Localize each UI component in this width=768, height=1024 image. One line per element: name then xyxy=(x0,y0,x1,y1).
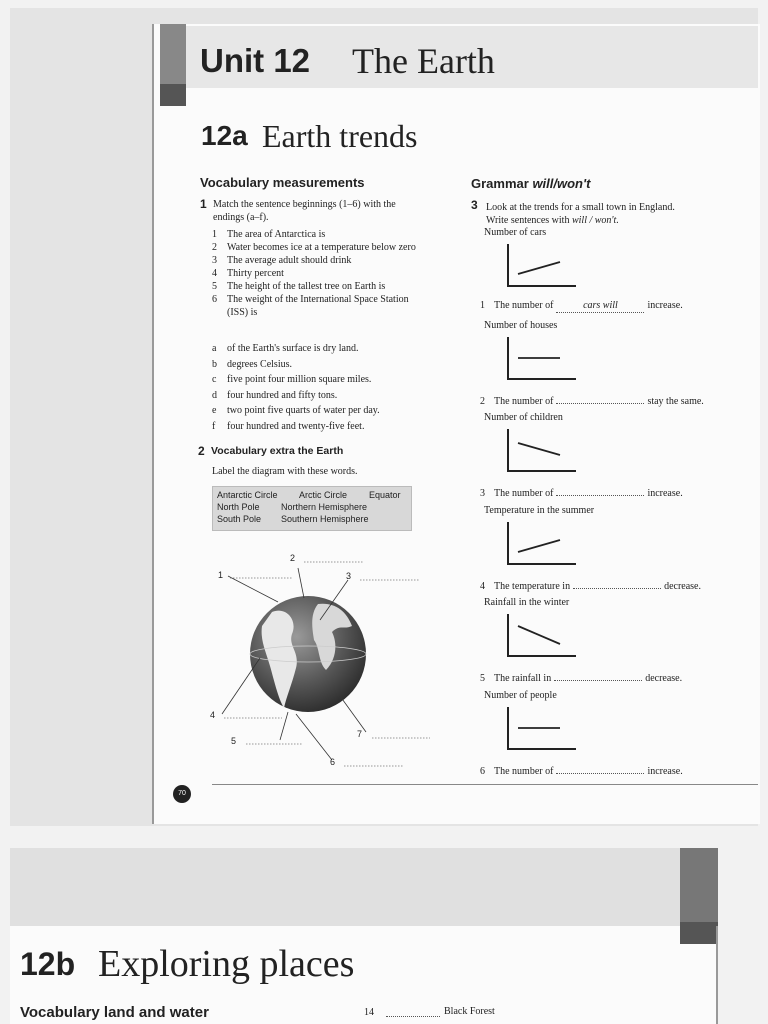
sentence-ending xyxy=(212,372,452,388)
sentence-suffix: decrease. xyxy=(664,580,701,592)
sentence-ending-text: degrees Celsius. xyxy=(227,358,292,370)
sentence-suffix: decrease. xyxy=(645,673,683,684)
vocab-heading: Vocabulary measurements xyxy=(200,175,365,190)
sentence-ending xyxy=(212,419,452,435)
sentence-ending xyxy=(212,341,452,357)
sentence-beginning xyxy=(212,280,452,293)
lesson2-title: Exploring places xyxy=(98,943,355,985)
sentence-ending-text: five point four million square miles. xyxy=(227,374,372,385)
answer-blank[interactable] xyxy=(556,484,644,496)
sentence-ending-letter: b xyxy=(212,358,217,370)
sentence-number: 6 xyxy=(480,765,485,777)
page-number: 70 xyxy=(173,785,191,803)
sentence-ending xyxy=(212,388,452,404)
sentence-suffix: increase. xyxy=(647,765,683,777)
word: South Pole xyxy=(217,514,262,524)
answer-blank[interactable]: cars will xyxy=(556,299,644,313)
sentence-ending xyxy=(212,357,452,373)
trend-title: Number of children xyxy=(484,412,563,423)
diagram-label-7: 7 xyxy=(357,729,363,739)
sentence-beginning-text: The area of Antarctica is xyxy=(227,229,326,240)
word-box xyxy=(212,486,412,531)
trend-title: Number of cars xyxy=(484,227,547,238)
diagram-label-2: 2 xyxy=(290,553,296,563)
trend-line xyxy=(518,262,560,274)
sentence-ending-letter: e xyxy=(212,405,217,416)
ex2-instruction: Label the diagram with these words. xyxy=(212,466,358,477)
sentence-beginning-letter: 5 xyxy=(212,281,217,292)
sentence-ending-text: of the Earth's surface is dry land. xyxy=(227,343,359,354)
lesson-number: 12a xyxy=(201,120,248,151)
sentence-beginning-letter: 1 xyxy=(212,229,217,240)
trend-line xyxy=(518,626,560,644)
trend-item xyxy=(480,319,750,411)
sentence-ending-text: four hundred and fifty tons. xyxy=(227,389,338,401)
trend-graph xyxy=(504,425,584,477)
ex3-instruction-em: will / won't. xyxy=(571,215,619,226)
unit-tab-light xyxy=(160,24,186,84)
sentence-beginning-letter: 4 xyxy=(212,268,217,279)
diagram-label-1: 1 xyxy=(218,570,224,580)
trend-title: Number of houses xyxy=(484,319,558,331)
diagram-label-5: 5 xyxy=(231,736,237,746)
diagram-label-6: 6 xyxy=(330,757,336,767)
ex1-instruction xyxy=(213,198,453,224)
trend-title: Temperature in the summer xyxy=(484,504,595,516)
trend-title: Number of people xyxy=(484,689,557,701)
sentence-beginning-text: The average adult should drink xyxy=(227,255,352,266)
trend-item xyxy=(480,504,750,596)
trend-item xyxy=(480,596,750,688)
ex1-number: 1 xyxy=(200,197,207,211)
word: North Pole xyxy=(217,502,260,512)
ex3-items xyxy=(480,226,750,786)
answer-blank[interactable] xyxy=(556,392,644,404)
grammar-heading-prefix: Grammar xyxy=(471,176,529,191)
graph-axes xyxy=(508,244,576,286)
vocab2-heading: Vocabulary land and water xyxy=(20,1004,209,1021)
sentence-ending-text: two point five quarts of water per day. xyxy=(227,405,380,416)
grammar-heading-em: will/won't xyxy=(532,176,591,191)
sentence-ending-letter: c xyxy=(212,374,217,385)
sentence-beginning-letter: 3 xyxy=(212,255,217,266)
ex3-instruction xyxy=(486,201,746,227)
trend-graph xyxy=(504,610,584,662)
sentence-number: 3 xyxy=(480,488,485,499)
ex3-number: 3 xyxy=(471,198,478,212)
sentence-prefix: The number of xyxy=(494,300,554,311)
answer-blank[interactable] xyxy=(556,762,644,774)
unit-title: The Earth xyxy=(352,41,495,81)
item-14-text: Black Forest xyxy=(444,1006,495,1017)
trend-sentence xyxy=(480,762,683,778)
sentence-suffix: stay the same. xyxy=(647,395,704,407)
sentence-beginning xyxy=(212,267,452,280)
ex1-instruction-line: endings (a–f). xyxy=(213,212,269,223)
sentence-beginning-text: The weight of the International Space Station xyxy=(227,294,409,305)
word: Northern Hemisphere xyxy=(281,502,368,512)
sentence-beginning-text: The height of the tallest tree on Earth is xyxy=(227,281,386,292)
sentence-beginning-text: Thirty percent xyxy=(227,268,284,279)
ex2-number: 2 xyxy=(198,444,205,458)
sentence-beginning xyxy=(212,228,452,241)
sentence-beginning-letter xyxy=(212,306,227,319)
sentence-prefix: The number of xyxy=(494,395,554,407)
sentence-prefix: The temperature in xyxy=(494,580,571,592)
unit-label: Unit 12 xyxy=(200,42,311,79)
sentence-ending-text: four hundred and twenty-five feet. xyxy=(227,420,365,432)
trend-graph xyxy=(504,703,584,755)
trend-graph xyxy=(504,518,584,570)
trend-line xyxy=(518,540,560,552)
sentence-prefix: The rainfall in xyxy=(494,673,552,684)
sentence-number: 4 xyxy=(480,580,485,592)
ex3-instruction-line: Look at the trends for a small town in England. xyxy=(486,202,675,213)
next-page-edge xyxy=(716,926,718,1024)
graph-axes xyxy=(508,522,576,564)
sentence-number: 5 xyxy=(480,673,485,684)
sentence-ending xyxy=(212,403,452,419)
sentence-suffix: increase. xyxy=(647,300,683,311)
word: Arctic Circle xyxy=(299,490,348,500)
trend-sentence xyxy=(480,484,683,500)
ex1-beginnings-list xyxy=(212,228,452,319)
answer-blank[interactable] xyxy=(554,669,642,681)
trend-sentence xyxy=(480,392,704,408)
word: Equator xyxy=(369,490,401,500)
ex1-instruction-line: Match the sentence beginnings (1–6) with the xyxy=(213,199,396,210)
graph-axes xyxy=(508,614,576,656)
sentence-beginning-text: Water becomes ice at a temperature below zero xyxy=(227,242,416,253)
ex1-endings-list xyxy=(212,341,452,434)
lesson2-number: 12b xyxy=(20,946,76,982)
sentence-ending-letter: d xyxy=(212,389,217,401)
sentence-beginning-letter: 6 xyxy=(212,294,217,305)
trend-sentence xyxy=(480,669,682,685)
sentence-suffix: increase. xyxy=(647,488,683,499)
trend-sentence xyxy=(480,299,683,313)
sentence-beginning xyxy=(212,241,452,254)
diagram-label-3: 3 xyxy=(346,571,352,581)
word: Southern Hemisphere xyxy=(281,514,369,524)
earth-diagram xyxy=(200,548,440,778)
sentence-beginning xyxy=(212,254,452,267)
ex3-instruction-line: Write sentences with xyxy=(486,215,570,226)
diagram-label-4: 4 xyxy=(210,710,216,720)
sentence-beginning-text: (ISS) is xyxy=(227,307,258,318)
footer-rule xyxy=(212,784,758,785)
sentence-beginning xyxy=(212,306,452,319)
answer-blank[interactable] xyxy=(573,577,661,589)
item-14-blank xyxy=(386,1016,440,1017)
trend-line xyxy=(518,443,560,455)
trend-graph xyxy=(504,333,584,385)
next-page-tab-light xyxy=(680,848,718,922)
trend-sentence xyxy=(480,577,701,593)
sentence-ending-letter: f xyxy=(212,420,216,432)
trend-graph xyxy=(504,240,584,292)
sentence-prefix: The number of xyxy=(494,488,554,499)
grammar-heading xyxy=(471,176,590,191)
trend-title: Rainfall in the winter xyxy=(484,597,570,608)
sentence-ending-letter: a xyxy=(212,343,217,354)
trend-item xyxy=(480,411,750,503)
sentence-number: 2 xyxy=(480,395,485,407)
sentence-beginning-letter: 2 xyxy=(212,242,217,253)
sentence-beginning xyxy=(212,293,452,306)
trend-item xyxy=(480,689,750,781)
sentence-number: 1 xyxy=(480,300,485,311)
item-14-number: 14 xyxy=(364,1007,374,1018)
ex2-heading: Vocabulary extra the Earth xyxy=(211,445,344,457)
lesson-title: Earth trends xyxy=(262,118,418,154)
word: Antarctic Circle xyxy=(217,490,278,500)
trend-item xyxy=(480,226,750,318)
sentence-prefix: The number of xyxy=(494,765,554,777)
